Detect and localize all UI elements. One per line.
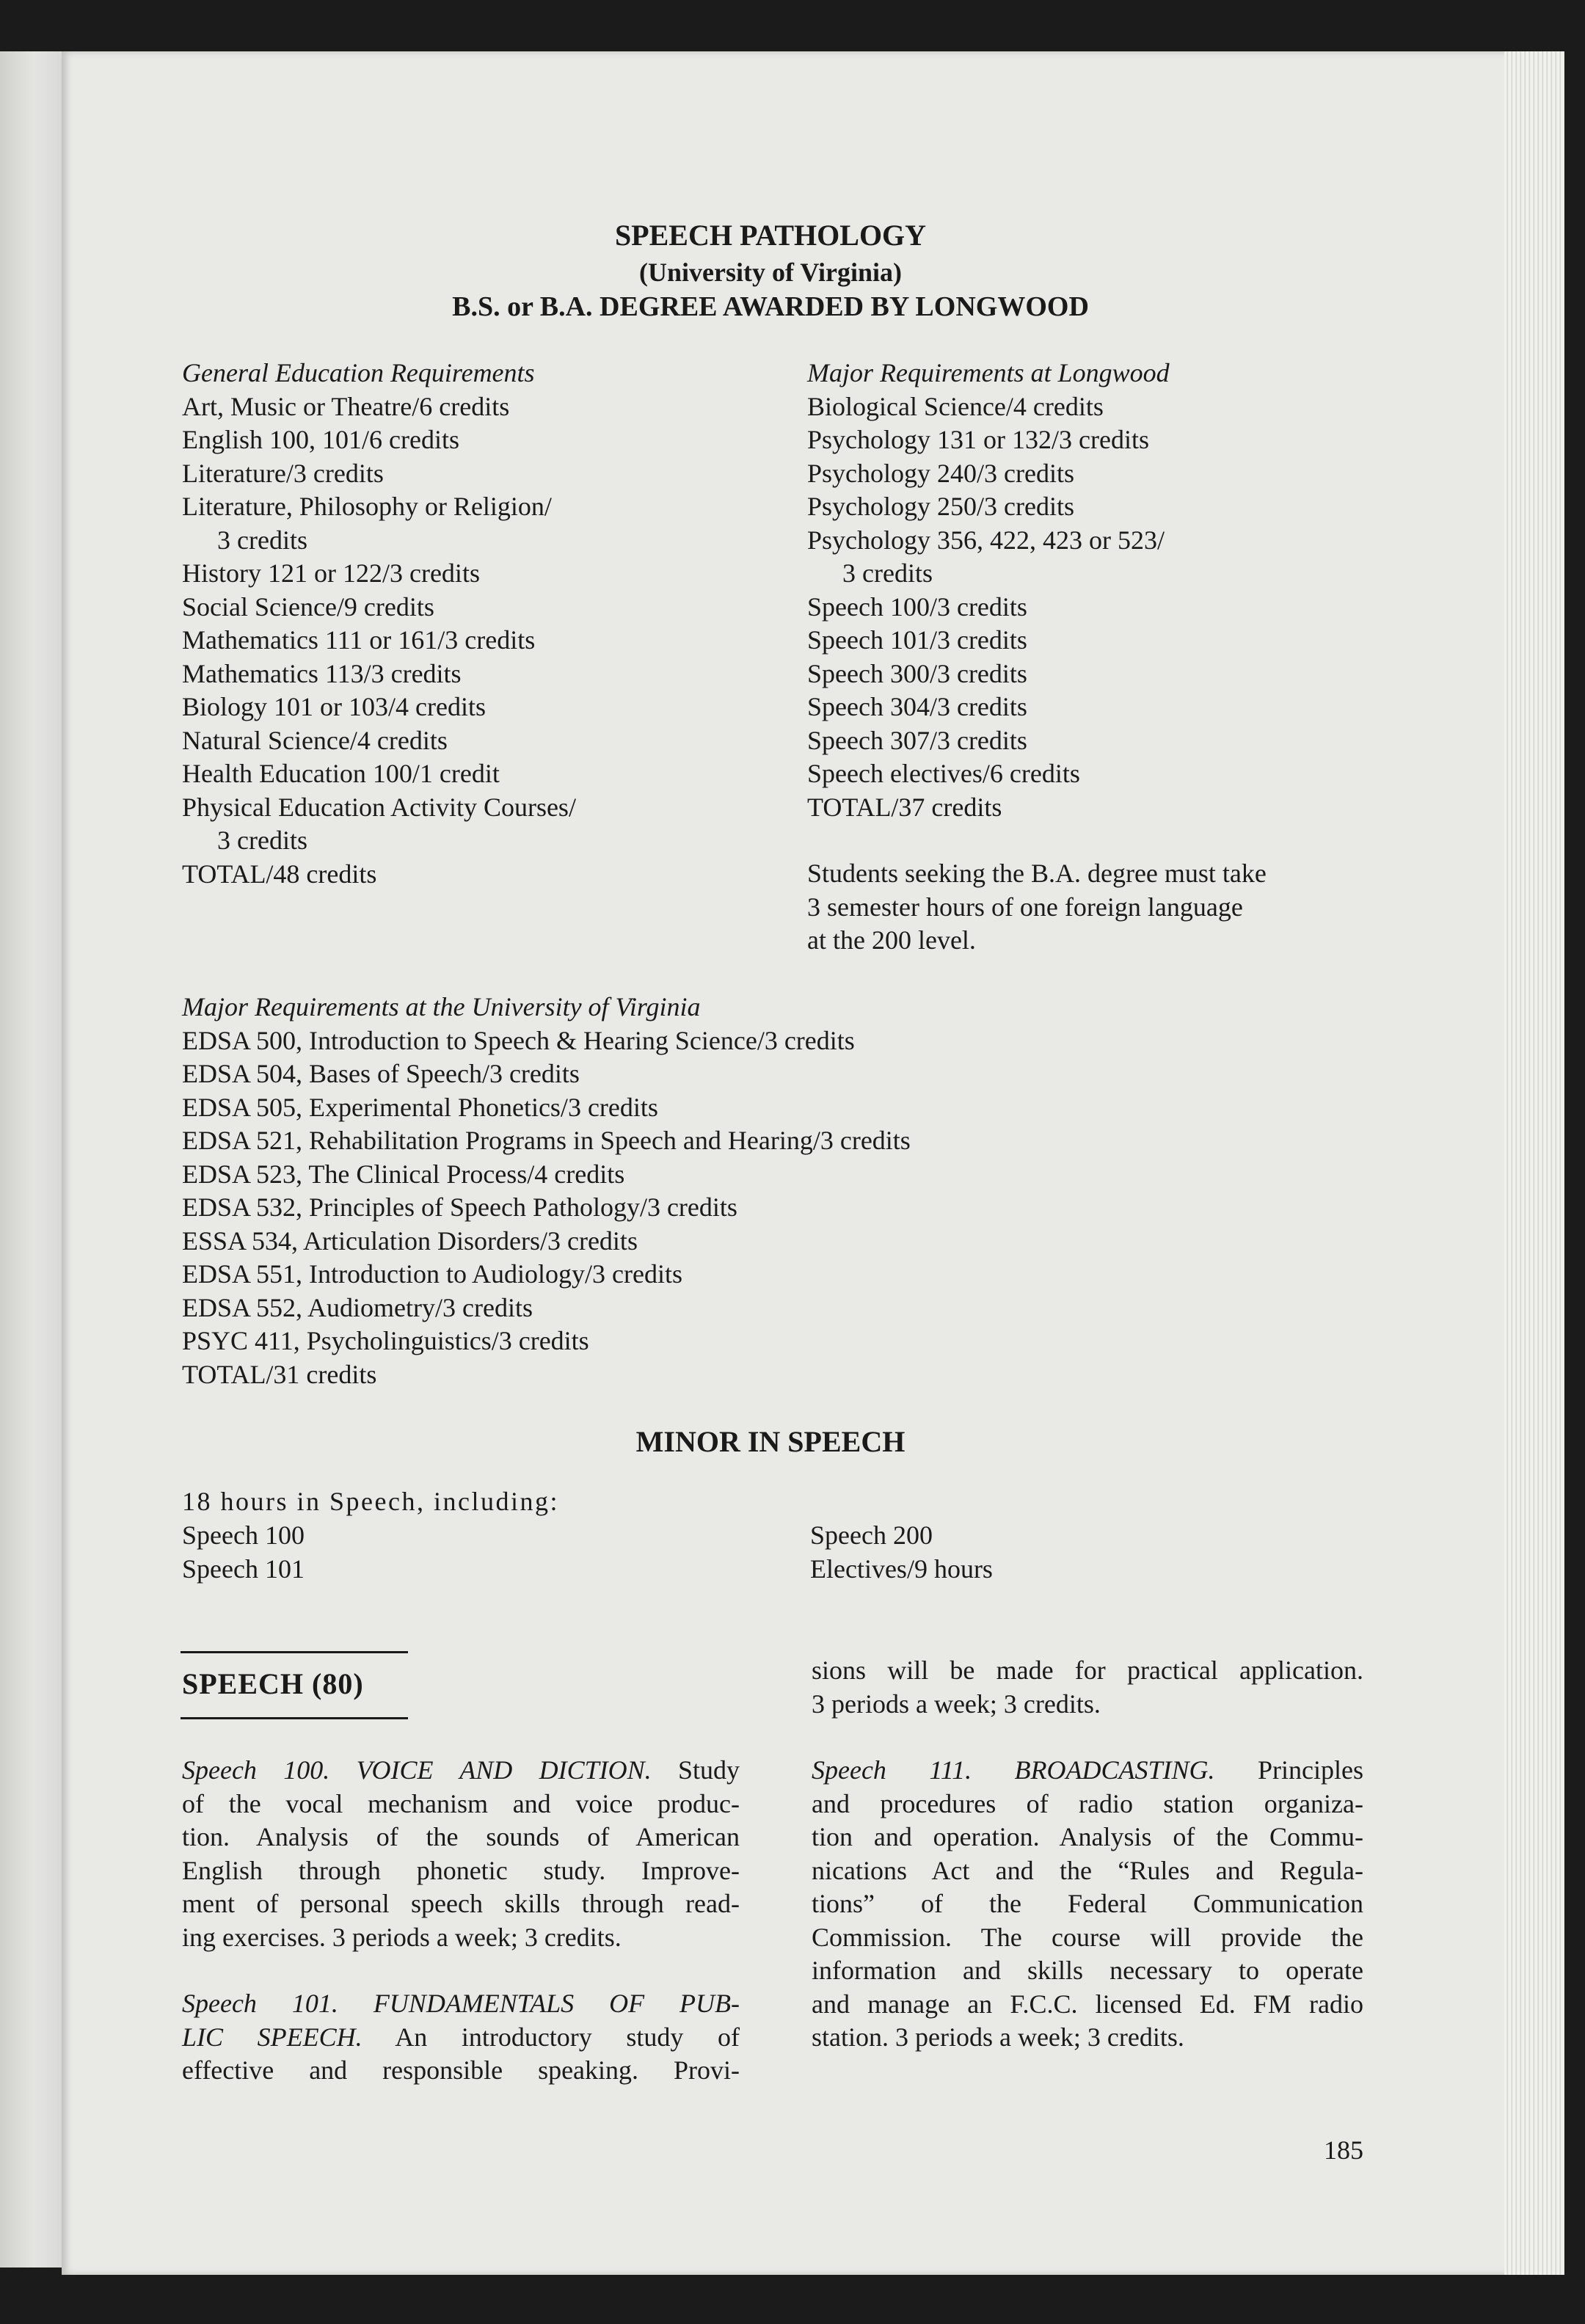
list-item: TOTAL/31 credits [182,1359,377,1389]
course-line: of the vocal mechanism and voice produc- [182,1788,740,1818]
list-item: PSYC 411, Psycholinguistics/3 credits [182,1326,589,1355]
section-heading: SPEECH (80) [182,1667,364,1700]
list-item: ESSA 534, Articulation Disorders/3 credits [182,1225,638,1256]
list-item: 3 credits [217,525,307,555]
list-item: Biological Science/4 credits [807,391,1104,421]
course-title-line [182,1754,740,1788]
list-item: EDSA 500, Introduction to Speech & Hearing Science/3 credits [182,1025,855,1055]
list-item: Psychology 250/3 credits [807,492,1074,521]
course-line: 3 periods a week; 3 credits. [812,1689,1101,1719]
list-item: Electives/9 hours [810,1553,993,1584]
note-line: 3 semester hours of one foreign language [807,892,1243,922]
list-item: Speech 101 [182,1553,305,1584]
note-line: at the 200 level. [807,925,976,955]
course-line: station. 3 periods a week; 3 credits. [812,2022,1184,2052]
list-item: 3 credits [842,558,933,588]
list-item: Physical Education Activity Courses/ [182,792,576,822]
degree-line: B.S. or B.A. DEGREE AWARDED BY LONGWOOD [452,291,1089,322]
list-item: EDSA 551, Introduction to Audiology/3 credits [182,1259,682,1289]
list-item: TOTAL/37 credits [807,792,1002,822]
list-item: Speech 100 [182,1520,305,1550]
course-line: information and skills necessary to operate [812,1956,1363,1985]
list-item: EDSA 532, Principles of Speech Pathology/3 credits [182,1192,737,1222]
list-item: Art, Music or Theatre/6 credits [182,391,510,421]
list-item: Speech electives/6 credits [807,759,1080,788]
note-line: Students seeking the B.A. degree must take [807,859,1267,888]
list-item: EDSA 552, Audiometry/3 credits [182,1292,533,1322]
page-number: 185 [1324,2135,1363,2165]
list-item: English 100, 101/6 credits [182,425,459,454]
course-line [182,2021,740,2055]
list-item: EDSA 504, Bases of Speech/3 credits [182,1059,580,1088]
course-line: tion. Analysis of the sounds of American [182,1822,740,1851]
course-line: Commission. The course will provide the [812,1922,1363,1952]
course-line: effective and responsible speaking. Provi- [182,2055,740,2085]
course-line: ing exercises. 3 periods a week; 3 credits. [182,1922,622,1952]
list-item: Natural Science/4 credits [182,725,448,755]
general-education-heading: General Education Requirements [182,358,535,387]
list-item: Speech 307/3 credits [807,725,1027,755]
list-item: Literature/3 credits [182,458,384,488]
course-line: nications Act and the “Rules and Regula- [812,1855,1363,1885]
list-item: History 121 or 122/3 credits [182,558,480,588]
list-item: EDSA 523, The Clinical Process/4 credits [182,1159,625,1189]
list-item: TOTAL/48 credits [182,859,377,889]
list-item: EDSA 521, Rehabilitation Programs in Speech and Hearing/3 credits [182,1126,911,1155]
course-title: Speech 111. BROADCASTING. [812,1755,1215,1785]
list-item: Mathematics 111 or 161/3 credits [182,625,536,655]
course-line: English through phonetic study. Improve- [182,1855,740,1885]
list-item: Psychology 240/3 credits [807,458,1074,488]
course-line: tions” of the Federal Communication [812,1889,1363,1918]
major-longwood-heading: Major Requirements at Longwood [807,358,1170,387]
course-line: ment of personal speech skills through read- [182,1889,740,1918]
list-item: Biology 101 or 103/4 credits [182,692,486,721]
course-line: and manage an F.C.C. licensed Ed. FM radio [812,1989,1363,2019]
course-speech-100 [182,1754,740,1954]
list-item: Psychology 131 or 132/3 credits [807,425,1149,454]
list-item: Mathematics 113/3 credits [182,658,462,688]
course-text: Study [677,1755,740,1785]
course-title: Speech 100. VOICE AND DICTION. [182,1755,652,1785]
course-speech-101 [182,1987,740,2088]
list-item: Speech 100/3 credits [807,591,1027,622]
page-subtitle: (University of Virginia) [639,258,902,287]
list-item: EDSA 505, Experimental Phonetics/3 credits [182,1092,658,1122]
list-item: Psychology 356, 422, 423 or 523/ [807,525,1165,555]
ba-degree-note [807,857,1267,958]
course-title-line [812,1754,1363,1788]
course-line: sions will be made for practical application. [812,1655,1363,1685]
course-text: An introductory study of [395,2022,740,2052]
course-title-line: Speech 101. FUNDAMENTALS OF PUB- [182,1989,740,2018]
section-rule-top [181,1651,408,1653]
major-longwood-block [807,357,1170,824]
minor-intro: 18 hours in Speech, including: [182,1487,559,1516]
course-title: LIC SPEECH. [182,2022,362,2052]
list-item: Speech 200 [810,1520,933,1550]
course-text: Principles [1258,1755,1363,1785]
minor-left-list [182,1519,305,1586]
section-rule-bottom [181,1717,408,1719]
page-title: SPEECH PATHOLOGY [614,219,927,252]
course-line: and procedures of radio station organiza- [812,1788,1363,1818]
course-speech-111 [812,1754,1363,2055]
list-item: Speech 101/3 credits [807,625,1027,655]
major-uva-heading: Major Requirements at the University of Virginia [182,992,701,1021]
list-item: Health Education 100/1 credit [182,759,500,788]
course-line: tion and operation. Analysis of the Commu- [812,1822,1363,1851]
major-uva-block [182,991,911,1391]
list-item: Literature, Philosophy or Religion/ [182,492,552,521]
course-speech-101-continued [812,1654,1363,1721]
general-education-block [182,357,576,891]
list-item: 3 credits [217,826,307,855]
minor-right-list [810,1519,993,1586]
list-item: Speech 300/3 credits [807,658,1027,688]
list-item: Social Science/9 credits [182,591,434,622]
minor-heading: MINOR IN SPEECH [635,1425,906,1458]
list-item: Speech 304/3 credits [807,692,1027,721]
